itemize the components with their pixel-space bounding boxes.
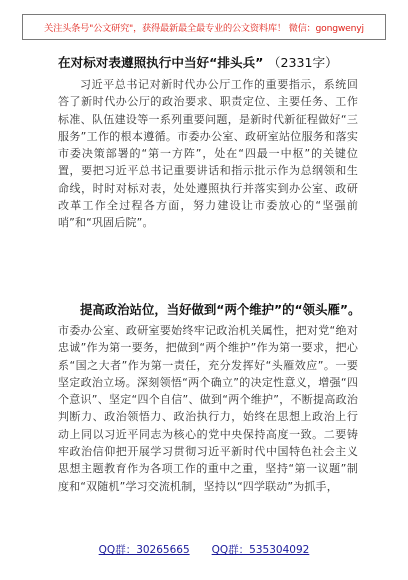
footer xyxy=(0,542,408,557)
section-heading: 提高政治站位，当好做到“两个维护”的“领头雁”。 xyxy=(80,302,361,317)
paragraph-intro: 习近平总书记对新时代办公厅工作的重要指示，系统回答了新时代办公厅的政治要求、职责定位、主要任务、工作标准、队伍建设等一系列重要问题，是新时代新征程做好“三服务”工作的根本遵循。市委办公室、政研室站位服务和落实市委决策部署的“第一方阵”，处在“四最一中枢”的关键位置，要把习近平总书记重要讲话和指示批示作为总纲领和生命线，时时对标对表，处处遵照执行并落实到办公室、政研改革工作全过程各方面，努力建设让市委放心的“坚强前哨”和“巩固后院”。 xyxy=(58,78,358,230)
qq-group-link-2[interactable]: QQ群：535304092 xyxy=(211,544,310,556)
paragraph-section-1: 市委办公室、政研室要始终牢记政治机关属性，把对党“绝对忠诚”作为第一要务，把做到“两个维护”作为第一要求，把心系“国之大者”作为第一责任，充分发挥好“头雁效应”。一要坚定政治立场。深刻领悟“两个确立”的决定性意义，增强“四个意识”、坚定“四个自信”、做到“两个维护”，不断提高政治判断力、政治领悟力、政治执行力，始终在思想上政治上行动上同以习近平同志为核心的党中央保持高度一致。二要铸牢政治信仰把开展学习贯彻习近平新时代中国特色社会主义思想主题教育作为各项工作的重中之重，坚持“第一议题”制度和“双随机”学习交流机制，坚持以“四学联动”为抓手， xyxy=(58,324,358,493)
page-title xyxy=(58,52,378,71)
qq-group-link-1[interactable]: QQ群：30265665 xyxy=(98,544,190,556)
word-count: （2331字） xyxy=(267,55,338,70)
promo-banner: 关注头条号"公文研究"，获得最新最全最专业的公文资料库！ 微信：gongwenyj xyxy=(22,14,386,40)
title-text: 在对标对表遵照执行中当好“排头兵” xyxy=(58,55,264,70)
